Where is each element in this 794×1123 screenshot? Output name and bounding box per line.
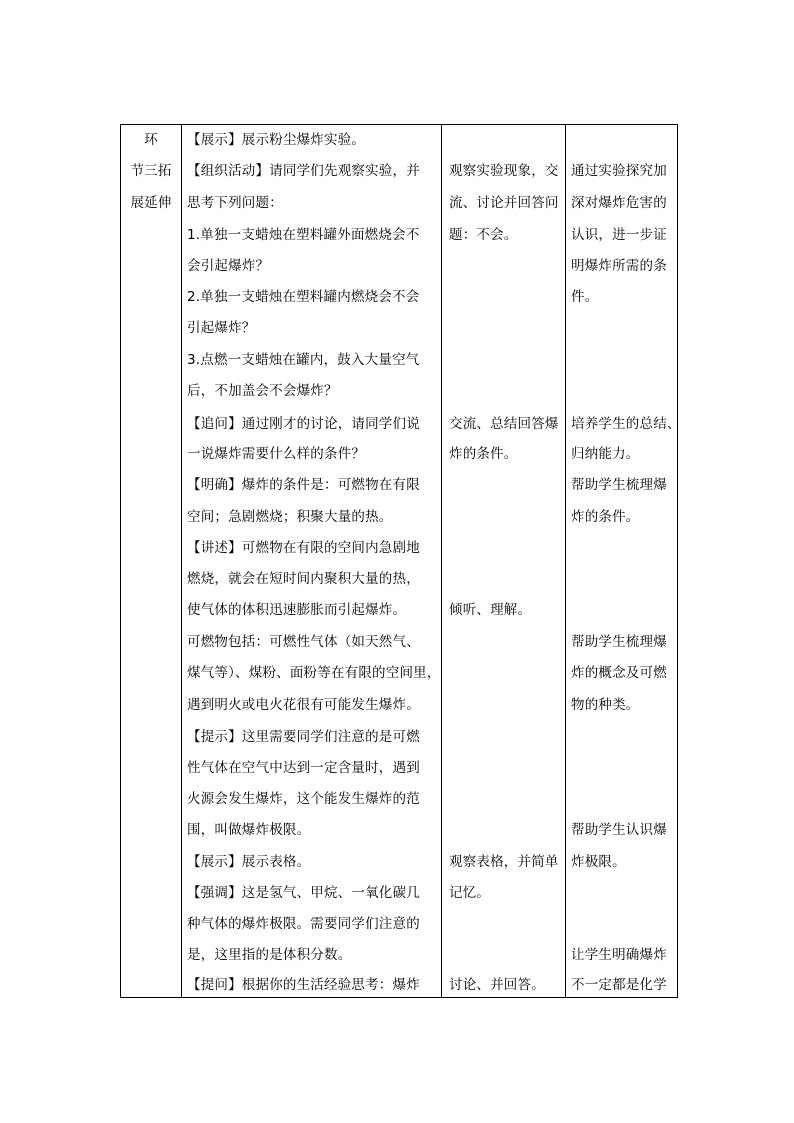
lesson-plan-table	[120, 124, 681, 998]
teacher-text-line: 空间；急剧燃烧；积聚大量的热。	[187, 509, 393, 525]
column-divider	[181, 125, 182, 997]
teacher-text-line: 燃烧，就会在短时间内聚积大量的热，	[187, 571, 420, 587]
teacher-text-line: 【展示】展示表格。	[187, 854, 311, 870]
teacher-text-line: 遇到明火或电火花很有可能发生爆炸。	[187, 697, 420, 713]
intent-text-line: 帮助学生梳理爆	[571, 634, 667, 650]
teacher-text-line: 3.点燃一支蜡烛在罐内，鼓入大量空气	[187, 352, 420, 368]
student-text-line: 炸的条件。	[449, 446, 518, 462]
intent-text-line: 帮助学生认识爆	[571, 822, 667, 838]
student-text-line: 交流、总结回答爆	[449, 416, 559, 432]
teacher-text-line: 煤气等）、煤粉、面粉等在有限的空间里，	[187, 665, 441, 681]
teacher-text-line: 种气体的爆炸极限。需要同学们注意的	[187, 916, 420, 932]
teacher-text-line: 后，不加盖会不会爆炸？	[187, 383, 338, 399]
teacher-text-line: 会引起爆炸？	[187, 258, 270, 274]
student-text-line: 讨论、并回答。	[449, 977, 545, 993]
stage-label-line: 展延伸	[130, 195, 172, 211]
intent-text-line: 深对爆炸危害的	[571, 195, 667, 211]
student-text-line: 观察实验现象，交	[449, 163, 559, 179]
teacher-text-line: 引起爆炸？	[187, 320, 256, 336]
intent-text-line: 炸极限。	[571, 854, 626, 870]
intent-text-line: 通过实验探究加	[571, 163, 667, 179]
teacher-text-line: 【组织活动】请同学们先观察实验，并	[187, 163, 420, 179]
teacher-text-line: 性气体在空气中达到一定含量时，遇到	[187, 760, 420, 776]
intent-text-line: 归纳能力。	[571, 446, 640, 462]
teacher-text-line: 【明确】爆炸的条件是：可燃物在有限	[187, 477, 420, 493]
intent-text-line: 炸的概念及可燃	[571, 665, 667, 681]
teacher-text-line: 使气体的体积迅速膨胀而引起爆炸。	[187, 602, 407, 618]
teacher-text-line: 【提示】这里需要同学们注意的是可燃	[187, 729, 420, 745]
stage-label-line: 环	[144, 132, 158, 148]
teacher-text-line: 【讲述】可燃物在有限的空间内急剧地	[187, 540, 420, 556]
teacher-text-line: 一说爆炸需要什么样的条件？	[187, 446, 366, 462]
teacher-text-line: 【追问】通过刚才的讨论，请同学们说	[187, 416, 420, 432]
teacher-text-line: 可燃物包括：可燃性气体（如天然气、	[187, 634, 420, 650]
column-divider	[565, 125, 566, 997]
teacher-text-line: 2.单独一支蜡烛在塑料罐内燃烧会不会	[187, 289, 420, 305]
teacher-text-line: 火源会发生爆炸，这个能发生爆炸的范	[187, 791, 420, 807]
column-divider	[441, 125, 442, 997]
student-text-line: 流、讨论并回答问	[449, 195, 559, 211]
teacher-text-line: 是，这里指的是体积分数。	[187, 947, 352, 963]
intent-text-line: 让学生明确爆炸	[571, 947, 667, 963]
teacher-text-line: 【提问】根据你的生活经验思考：爆炸	[187, 977, 420, 993]
intent-text-line: 物的种类。	[571, 697, 640, 713]
intent-text-line: 帮助学生梳理爆	[571, 477, 667, 493]
teacher-text-line: 【强调】这是氢气、甲烷、一氧化碳几	[187, 885, 420, 901]
teacher-text-line: 【展示】展示粉尘爆炸实验。	[187, 132, 366, 148]
intent-text-line: 不一定都是化学	[571, 977, 667, 993]
intent-text-line: 认识，进一步证	[571, 227, 667, 243]
intent-text-line: 明爆炸所需的条	[571, 258, 667, 274]
intent-text-line: 炸的条件。	[571, 509, 640, 525]
student-text-line: 记忆。	[449, 885, 491, 901]
teacher-text-line: 思考下列问题：	[187, 195, 283, 211]
stage-label-line: 节三拓	[130, 163, 172, 179]
student-text-line: 题：不会。	[449, 227, 518, 243]
student-text-line: 倾听、理解。	[449, 602, 532, 618]
teacher-text-line: 围，叫做爆炸极限。	[187, 822, 311, 838]
teacher-text-line: 1.单独一支蜡烛在塑料罐外面燃烧会不	[187, 227, 420, 243]
student-text-line: 观察表格，并简单	[449, 854, 559, 870]
intent-text-line: 件。	[571, 289, 599, 305]
intent-text-line: 培养学生的总结、	[571, 416, 681, 432]
